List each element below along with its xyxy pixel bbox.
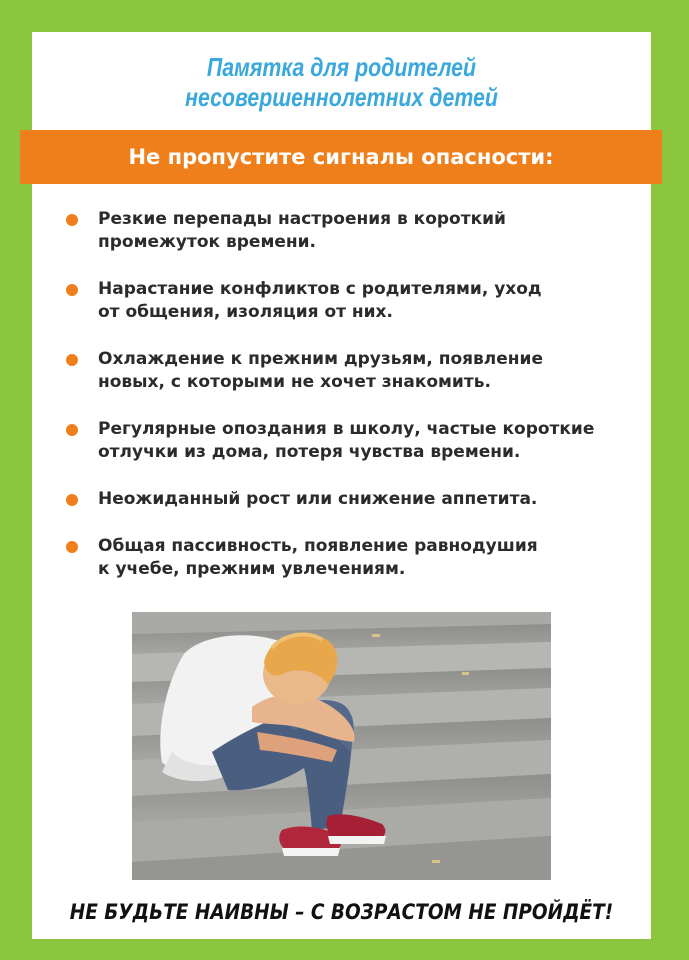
- signal-text-line-2: новых, с которыми не хочет знакомить.: [98, 372, 491, 392]
- signal-text-line-1: Резкие перепады настроения в короткий: [98, 209, 506, 229]
- signal-text-line-1: Регулярные опоздания в школу, частые короткие: [98, 419, 595, 439]
- photo-teenager-on-stairs: [132, 612, 551, 880]
- signal-text-line-1: Неожиданный рост или снижение аппетита.: [98, 489, 538, 509]
- signal-text-line-1: Нарастание конфликтов с родителями, уход: [98, 279, 542, 299]
- bullet-icon: [66, 284, 78, 296]
- photo-illustration: [132, 612, 551, 880]
- leaflet-title: [88, 52, 596, 112]
- signal-text-line-2: к учебе, прежним увлечениям.: [98, 559, 406, 579]
- bullet-icon: [66, 214, 78, 226]
- bullet-icon: [66, 541, 78, 553]
- signal-text-line-1: Общая пассивность, появление равнодушия: [98, 536, 538, 556]
- banner-text: Не пропустите сигналы опасности:: [128, 145, 554, 169]
- list-item: [66, 348, 641, 394]
- signal-text-line-2: отлучки из дома, потеря чувства времени.: [98, 442, 521, 462]
- signal-text-line-2: от общения, изоляция от них.: [98, 302, 393, 322]
- list-item: [66, 488, 641, 511]
- list-item: [66, 418, 641, 464]
- title-line-1: Памятка для родителей: [206, 52, 477, 82]
- list-item: [66, 208, 641, 254]
- danger-signals-list: [66, 208, 641, 605]
- title-line-2: несовершеннолетних детей: [185, 82, 498, 112]
- leaflet-page: [32, 32, 651, 939]
- footer-warning: НЕ БУДЬТЕ НАИВНЫ – С ВОЗРАСТОМ НЕ ПРОЙДЁТ!: [69, 900, 614, 924]
- list-item: [66, 278, 641, 324]
- signal-text-line-2: промежуток времени.: [98, 232, 317, 252]
- signal-text-line-1: Охлаждение к прежним друзьям, появление: [98, 349, 543, 369]
- bullet-icon: [66, 354, 78, 366]
- list-item: [66, 535, 641, 581]
- bullet-icon: [66, 494, 78, 506]
- warning-banner: [20, 130, 662, 184]
- bullet-icon: [66, 424, 78, 436]
